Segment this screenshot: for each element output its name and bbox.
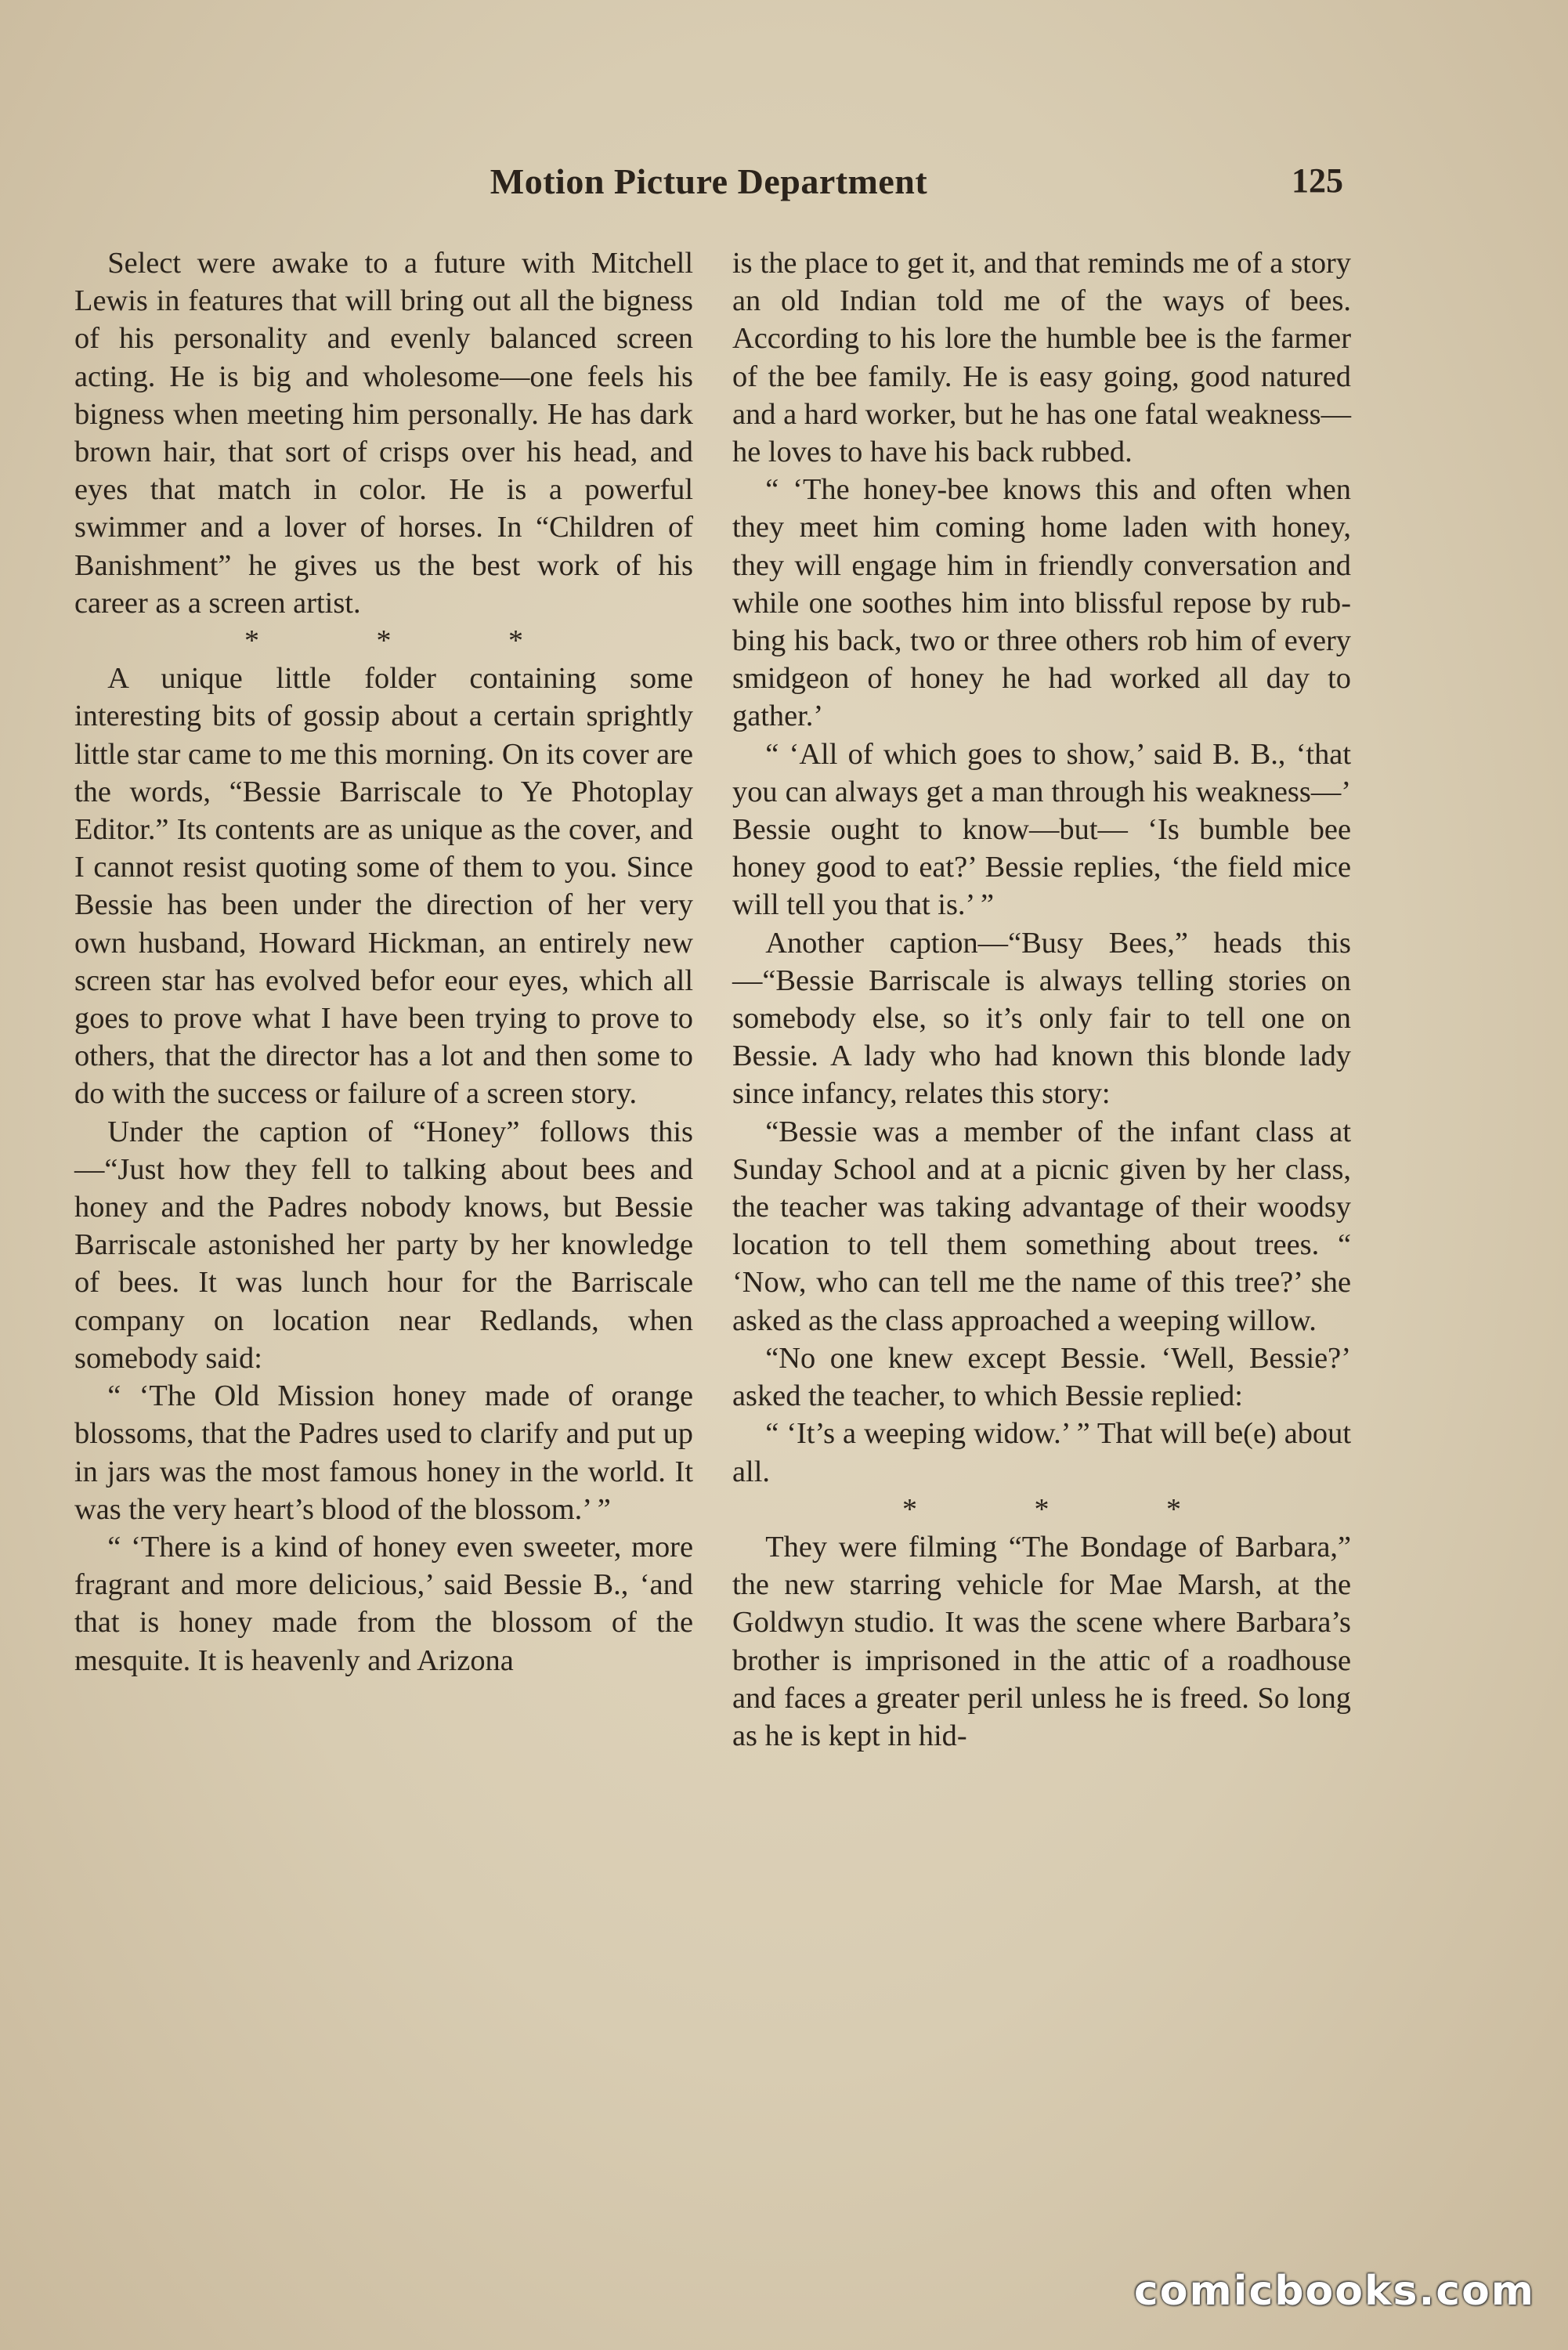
paragraph: “ ‘It’s a weeping widow.’ ” That will be(e) about all. <box>732 1417 1351 1488</box>
paragraph: “No one knew except Bessie. ‘Well, Bessie?’ asked the teacher, to which Bessie replied: <box>732 1341 1351 1413</box>
page-header <box>74 161 1343 215</box>
section-separator: * * * <box>244 624 578 658</box>
paragraph: Select were awake to a future with Mitchell Lewis in features that will bring out all the bigness of his personality and evenly balanced screen acting. He is big and wholesome—one feels his bigness when meeting him personally. He has dark brown hair, that sort of crisps over his head, and eyes that match in color. He is a powerful swimmer and a lover of horses. In “Children of Banishment” he gives us the best work of his career as a screen artist. <box>74 247 693 620</box>
right-column <box>732 244 1351 1755</box>
paragraph: “ ‘The honey-bee knows this and often when they meet him coming home laden with honey, they will engage him in friendly conversation and while one soothes him into blissful repose by rubbing his back, two or three others rob him of every smidgeon of honey he had worked all day to gather.’ <box>732 473 1351 733</box>
paragraph: Under the caption of “Honey” follows this—“Just how they fell to talking about bees and honey and the Padres nobody knows, but Bessie Barriscale astonished her party by her knowledge of bees. It was lunch hour for the Barriscale company on location near Redlands, when somebody said: <box>74 1115 693 1375</box>
paragraph: “Bessie was a member of the infant class at Sunday School and at a picnic given by her class, the teacher was taking advantage of their woodsy location to tell them something about trees. “ ‘Now, who can tell me the name of this tree?’ she asked as the class approached a weeping willow. <box>732 1115 1351 1337</box>
paragraph: is the place to get it, and that reminds me of a story an old Indian told me of the ways of bees. According to his lore the humble bee is the farmer of the bee family. He is easy going, good natured and a hard worker, but he has one fatal weakness—he loves to have his back rubbed. <box>732 247 1351 469</box>
section-separator: * * * <box>902 1492 1236 1526</box>
page-number: 125 <box>1292 161 1343 200</box>
watermark-logo: comicbooks.com <box>1133 2268 1535 2315</box>
paragraph: “ ‘There is a kind of honey even sweeter, more fragrant and more delicious,’ said Bessie B., ‘and that is honey made from the blossom of the mesquite. It is heavenly and Arizona <box>74 1530 693 1677</box>
paragraph: “ ‘The Old Mission honey made of orange blossoms, that the Padres used to clarify and put up in jars was the most famous honey in the world. It was the very heart’s blood of the blossom.’ ” <box>74 1379 693 1526</box>
left-column <box>74 244 693 1679</box>
paragraph: They were filming “The Bondage of Barbara,” the new starring vehicle for Mae Marsh, at the Goldwyn studio. It was the scene where Barbara’s brother is imprisoned in the attic of a roadhouse and faces a greater peril unless he is freed. So long as he is kept in hid- <box>732 1530 1351 1752</box>
paragraph: A unique little folder containing some interesting bits of gossip about a certain sprightly little star came to me this morning. On its cover are the words, “Bessie Barriscale to Ye Photoplay Editor.” Its contents are as unique as the cover, and I cannot resist quoting some of them to you. Since Bessie has been under the direction of her very own husband, Howard Hickman, an entirely new screen star has evolved befor eour eyes, which all goes to prove what I have been trying to prove to others, that the director has a lot and then some to do with the success or failure of a screen story. <box>74 662 693 1111</box>
page-title: Motion Picture Department <box>490 161 928 201</box>
paragraph: “ ‘All of which goes to show,’ said B. B., ‘that you can always get a man through his weakness—’ Bessie ought to know—but— ‘Is bumble bee honey good to eat?’ Bessie replies, ‘the field mice will tell you that is.’ ” <box>732 737 1351 922</box>
paragraph: Another caption—“Busy Bees,” heads this—“Bessie Barriscale is always telling stories on somebody else, so it’s only fair to tell one on Bessie. A lady who had known this blonde lady since infancy, relates this story: <box>732 926 1351 1111</box>
